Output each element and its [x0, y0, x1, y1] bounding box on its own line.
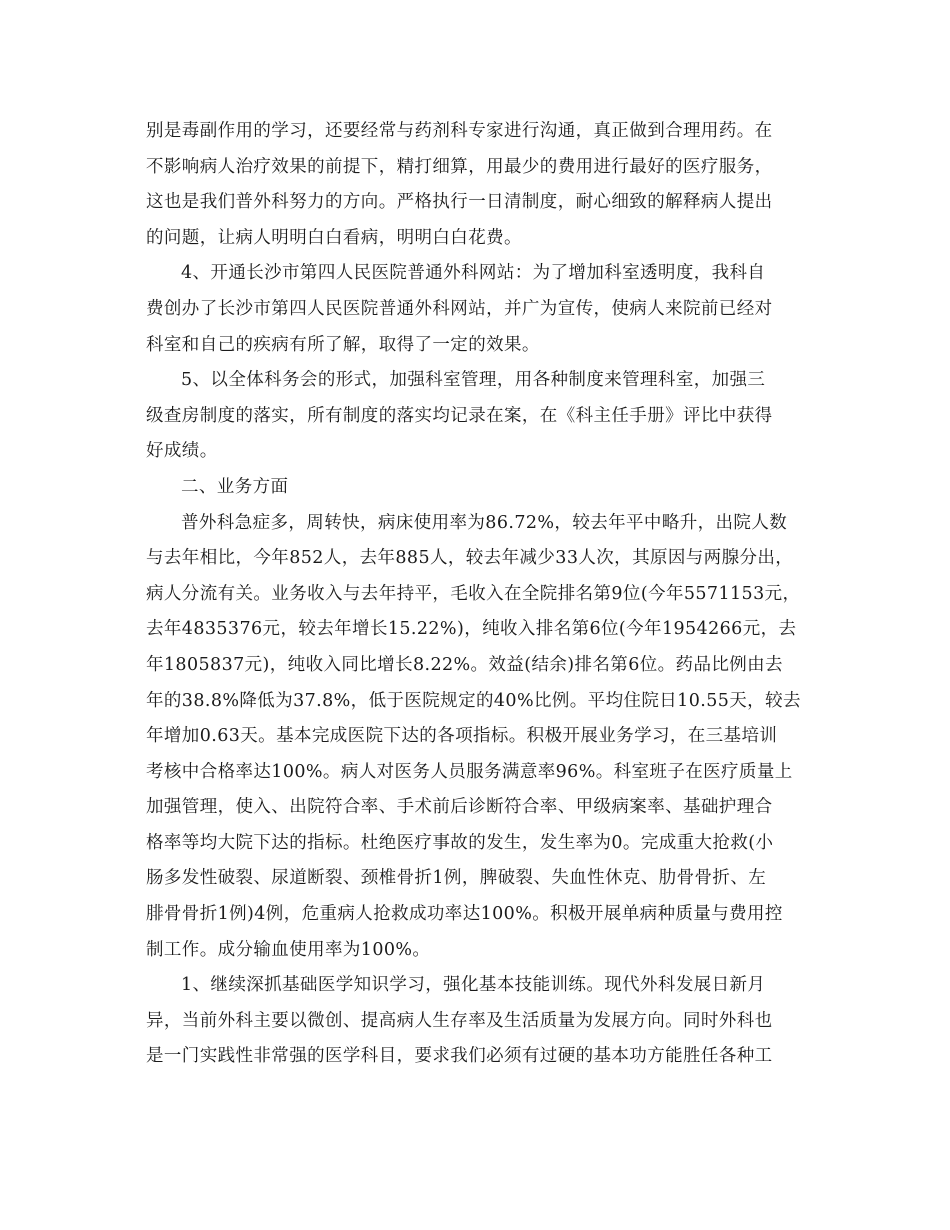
text-line: 级查房制度的落实，所有制度的落实均记录在案，在《科主任手册》评比中获得: [146, 405, 773, 426]
paragraph-start-line: 4、开通长沙市第四人民医院普通外科网站：为了增加科室透明度，我科自: [181, 263, 766, 284]
paragraph-start-line: 普外科急症多，周转快，病床使用率为86.72%，较去年平中略升，出院人数: [181, 512, 788, 533]
text-line: 考核中合格率达100%。病人对医务人员服务满意率96%。科室班子在医疗质量上: [146, 761, 793, 782]
text-line: 别是毒副作用的学习，还要经常与药剂科专家进行沟通，真正做到合理用药。在: [146, 121, 773, 141]
text-line: 年增加0.63天。基本完成医院下达的各项指标。积极开展业务学习，在三基培训: [146, 726, 778, 747]
text-line: 加强管理，使入、出院符合率、手术前后诊断符合率、甲级病案率、基础护理合: [146, 797, 773, 818]
text-line: 是一门实践性非常强的医学科目，要求我们必须有过硬的基本功方能胜任各种工: [146, 1046, 773, 1067]
text-line: 异，当前外科主要以微创、提高病人生存率及生活质量为发展方向。同时外科也: [146, 1010, 773, 1031]
paragraph-start-line: 5、以全体科务会的形式，加强科室管理，用各种制度来管理科室，加强三: [181, 370, 766, 391]
text-line: 格率等均大院下达的指标。杜绝医疗事故的发生，发生率为0。完成重大抢救(小: [146, 832, 774, 853]
text-line: 好成绩。: [146, 441, 218, 462]
section-heading: 二、业务方面: [181, 476, 289, 497]
text-line: 年的38.8%降低为37.8%，低于医院规定的40%比例。平均住院日10.55天，较去: [146, 690, 801, 711]
text-line: 与去年相比，今年852人，去年885人，较去年减少33人次，其原因与两腺分出，: [146, 548, 794, 569]
text-line: 科室和自己的疾病有所了解，取得了一定的效果。: [146, 334, 540, 355]
text-line: 制工作。成分输血使用率为100%。: [146, 939, 431, 960]
text-line: 这也是我们普外科努力的方向。严格执行一日清制度，耐心细致的解释病人提出: [146, 192, 773, 213]
text-line: 费创办了长沙市第四人民医院普通外科网站，并广为宣传，使病人来院前已经对: [146, 298, 773, 319]
text-line: 的问题，让病人明明白白看病，明明白白花费。: [146, 227, 522, 248]
text-line: 肠多发性破裂、尿道断裂、颈椎骨折1例，脾破裂、失血性休克、肋骨骨折、左: [146, 868, 767, 889]
text-line: 年1805837元)，纯收入同比增长8.22%。效益(结余)排名第6位。药品比例由去: [146, 654, 783, 675]
text-line: 去年4835376元，较去年增长15.22%)，纯收入排名第6位(今年1954266元，去: [146, 619, 797, 640]
paragraph-start-line: 1、继续深抓基础医学知识学习，强化基本技能训练。现代外科发展日新月: [181, 975, 766, 996]
text-line: 病人分流有关。业务收入与去年持平，毛收入在全院排名第9位(今年5571153元，: [146, 583, 801, 604]
text-line: 不影响病人治疗效果的前提下，精打细算，用最少的费用进行最好的医疗服务，: [146, 156, 773, 177]
text-line: 腓骨骨折1例)4例，危重病人抢救成功率达100%。积极开展单病种质量与费用控: [146, 904, 783, 925]
document-body: [146, 114, 806, 1075]
